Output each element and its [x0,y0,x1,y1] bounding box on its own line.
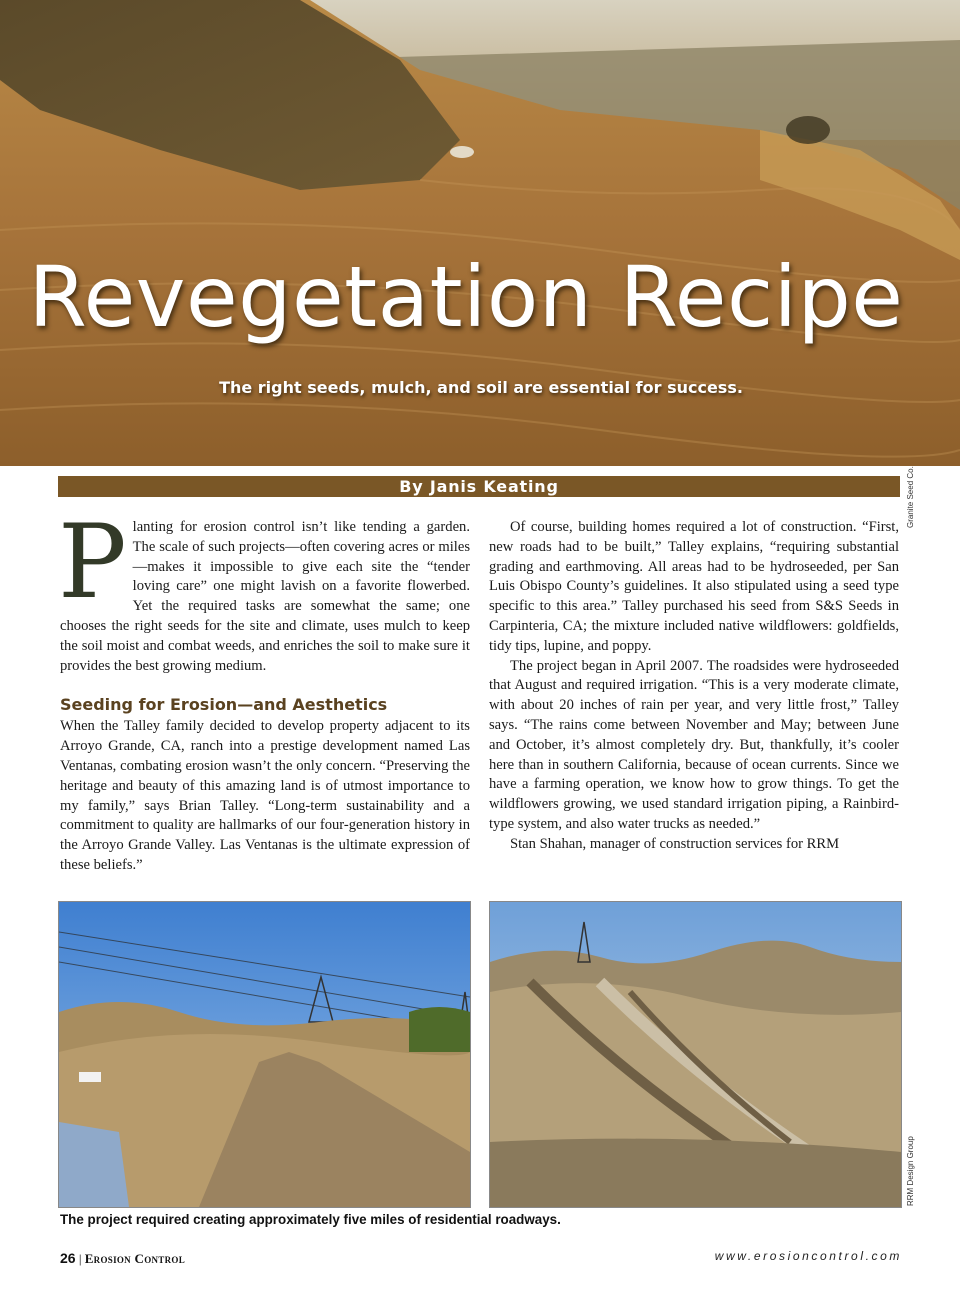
intro-paragraph [58,503,470,676]
publication-name: Erosion Control [84,1251,186,1266]
website-url: www.erosioncontrol.com [714,1249,902,1263]
drop-cap: P [58,503,127,622]
body-paragraph: Of course, building homes required a lot of construction. “First, new roads had to be built,” Talley explains, “requiring substantial grading and earthmoving. All areas had to be hydroseeded, per San Luis Obispo County’s guidelines. It also stipulated using a seed type specific to this area.” Talley purchased his seed from S&S Seeds in Carpinteria, CA; the mixture included native wildflowers: goldfields, tidy tips, lupine, and poppy. [489,519,899,654]
photo-hillside-roads [489,901,902,1208]
article-column-left [58,503,470,876]
photo-credit-bottom: RRM Design Group [906,1136,915,1206]
article-title: Revegetation Recipe [28,248,904,346]
byline: By Janis Keating [58,476,900,497]
footer-separator: | [78,1251,82,1266]
article-column-right [489,518,899,855]
body-paragraph: The project began in April 2007. The roadsides were hydroseeded that August and required irrigation. “This is a very moderate climate, with about 20 inches of rain per year, and very little frost,” Talley says. “The rains come between November and May; between June and October, it’s almost completely dry. But, thankfully, it’s cooler here than in southern California, because of ocean currents. Since we have a farming operation, we know how to grow things. To get the wildflowers growing, we used standard irrigation piping, a Rainbird-type system, and also water trucks as needed.” [489,657,899,832]
body-paragraph: Stan Shahan, manager of construction services for RRM [510,835,840,852]
section-heading: Seeding for Erosion—and Aesthetics [60,695,388,715]
photo-road-construction [58,901,471,1208]
intro-text: lanting for erosion control isn’t like tending a garden. The scale of such projects—often covering acres or miles—makes it impossible to give each site the “tender loving care” one might lavish on a favorite flowerbed. Yet the required tasks are somewhat the same; one chooses the right seeds for the site and climate, uses mulch to keep the soil moist and combat weeds, and enriches the soil to make sure it provides the best growing medium. [60,519,470,674]
section-paragraph: When the Talley family decided to develop property adjacent to its Arroyo Grande, CA, ranch into a prestige development named Las Ventanas, combating erosion wasn’t the only concern. “Preserving the heritage and beauty of this amazing land is of utmost importance to my family,” says Brian Talley. “Long-term sustainability and a commitment to quality are hallmarks of our four-generation history in the Arroyo Grande Valley. Las Ventanas is the ultimate expression of these beliefs.” [60,718,470,873]
photo-caption: The project required creating approximately five miles of residential roadways. [60,1212,561,1227]
page-footer-left [60,1250,185,1267]
hero-banner [0,0,960,466]
page-number: 26 [60,1250,76,1266]
article-subtitle: The right seeds, mulch, and soil are essential for success. [219,378,743,397]
photo-credit-hero: Granite Seed Co. [906,466,915,528]
